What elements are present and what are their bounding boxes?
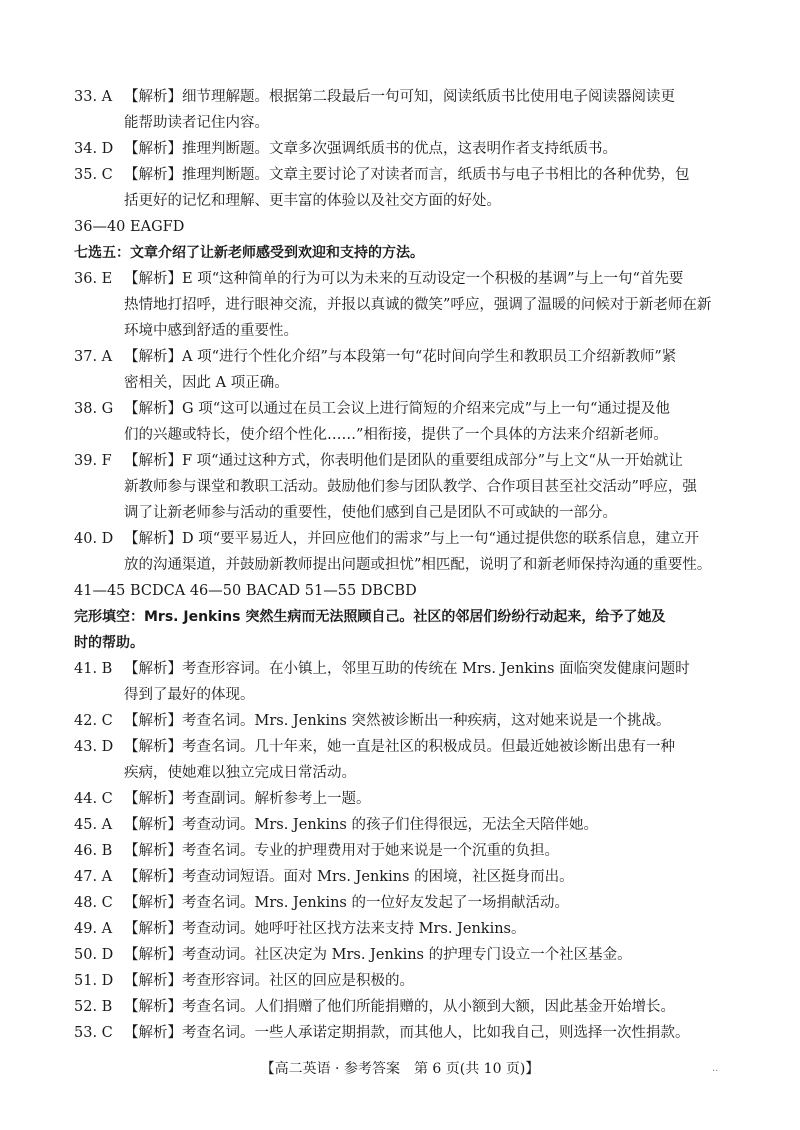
section-heading: 七选五：文章介绍了让新老师感受到欢迎和支持的方法。 (74, 245, 424, 261)
explanation-continuation: 环境中感到舒适的重要性。 (124, 323, 298, 339)
answer-item (74, 734, 734, 760)
answer-number: 33. A (74, 89, 113, 105)
answer-item (74, 890, 734, 916)
answer-number: 42. C (74, 713, 113, 729)
answer-item (74, 812, 734, 838)
answer-item (74, 1020, 734, 1046)
answer-explanation: 【解析】考查名词。专业的护理费用对于她来说是一个沉重的负担。 (124, 843, 559, 859)
answer-explanation: 【解析】细节理解题。根据第二段最后一句可知，阅读纸质书比使用电子阅读器阅读更 (124, 89, 675, 105)
answer-explanation: 【解析】考查形容词。在小镇上，邻里互助的传统在 Mrs. Jenkins 面临突发健康问题时 (124, 661, 690, 677)
answer-number: 52. B (74, 999, 113, 1015)
answer-item (74, 266, 734, 292)
answer-explanation: 【解析】F 项“通过这种方式，你表明他们是团队的重要组成部分”与上文“从一开始就让 (124, 453, 683, 469)
answer-explanation: 【解析】考查副词。解析参考上一题。 (124, 791, 371, 807)
answer-number: 40. D (74, 531, 114, 547)
answer-item (74, 968, 734, 994)
answer-explanation: 【解析】考查动词。社区决定为 Mrs. Jenkins 的护理专门设立一个社区基金。 (124, 947, 632, 963)
explanation-continuation: 们的兴趣或特长，使介绍个性化……”相衔接，提供了一个具体的方法来介绍新老师。 (124, 427, 668, 443)
explanation-continuation: 括更好的记忆和理解、更丰富的体验以及社交方面的好处。 (124, 193, 501, 209)
answer-explanation: 【解析】推理判断题。文章多次强调纸质书的优点，这表明作者支持纸质书。 (124, 141, 617, 157)
answer-range: 36—40 EAGFD (74, 219, 185, 235)
answer-number: 35. C (74, 167, 113, 183)
answer-explanation: 【解析】考查动词。Mrs. Jenkins 的孩子们住得很远，无法全天陪伴她。 (124, 817, 598, 833)
answer-item (74, 396, 734, 422)
corner-mark: .. (712, 1063, 719, 1074)
answer-explanation: 【解析】考查名词。Mrs. Jenkins 突然被诊断出一种疾病，这对她来说是一个挑战。 (124, 713, 671, 729)
answer-item (74, 838, 734, 864)
answer-item (74, 136, 734, 162)
answer-explanation: 【解析】G 项“这可以通过在员工会议上进行简短的介绍来完成”与上一句“通过提及他 (124, 401, 670, 417)
answer-explanation: 【解析】考查名词。人们捐赠了他们所能捐赠的，从小额到大额，因此基金开始增长。 (124, 999, 675, 1015)
answer-list (74, 84, 734, 1046)
answer-number: 43. D (74, 739, 114, 755)
answer-number: 44. C (74, 791, 113, 807)
answer-number: 48. C (74, 895, 113, 911)
answer-item (74, 916, 734, 942)
answer-number: 39. F (74, 453, 112, 469)
answer-number: 36. E (74, 271, 113, 287)
answer-number: 50. D (74, 947, 114, 963)
answer-explanation: 【解析】推理判断题。文章主要讨论了对读者而言，纸质书与电子书相比的各种优势，包 (124, 167, 690, 183)
answer-number: 41. B (74, 661, 113, 677)
answer-item (74, 84, 734, 110)
answer-item (74, 526, 734, 552)
section-heading: 完形填空：Mrs. Jenkins 突然生病而无法照顾自己。社区的邻居们纷纷行动起来，给予了她及 (74, 609, 666, 625)
answer-item (74, 656, 734, 682)
answer-explanation: 【解析】考查形容词。社区的回应是积极的。 (124, 973, 414, 989)
explanation-continuation: 密相关，因此 A 项正确。 (124, 375, 289, 391)
answer-explanation: 【解析】考查名词。几十年来，她一直是社区的积极成员。但最近她被诊断出患有一种 (124, 739, 675, 755)
explanation-continuation: 新教师参与课堂和教职工活动。鼓励他们参与团队教学、合作项目甚至社交活动”呼应，强 (124, 479, 697, 495)
answer-item (74, 942, 734, 968)
explanation-continuation: 得到了最好的体现。 (124, 687, 255, 703)
explanation-continuation: 疾病，使她难以独立完成日常活动。 (124, 765, 356, 781)
explanation-continuation: 调了让新老师参与活动的重要性，使他们感到自己是团队不可或缺的一部分。 (124, 505, 617, 521)
answer-item (74, 708, 734, 734)
answer-explanation: 【解析】E 项“这种简单的行为可以为未来的互动设定一个积极的基调”与上一句“首先要 (124, 271, 684, 287)
explanation-continuation: 热情地打招呼，进行眼神交流，并报以真诚的微笑”呼应，强调了温暖的问候对于新老师在新 (124, 297, 712, 313)
answer-number: 46. B (74, 843, 113, 859)
answer-number: 47. A (74, 869, 113, 885)
answer-item (74, 344, 734, 370)
answer-explanation: 【解析】考查动词短语。面对 Mrs. Jenkins 的困境，社区挺身而出。 (124, 869, 574, 885)
answer-item (74, 786, 734, 812)
answer-number: 38. G (74, 401, 114, 417)
explanation-continuation: 能帮助读者记住内容。 (124, 115, 269, 131)
answer-number: 53. C (74, 1025, 113, 1041)
answer-explanation: 【解析】考查名词。Mrs. Jenkins 的一位好友发起了一场捐献活动。 (124, 895, 569, 911)
answer-explanation: 【解析】考查动词。她呼吁社区找方法来支持 Mrs. Jenkins。 (124, 921, 526, 937)
explanation-continuation: 放的沟通渠道，并鼓励新教师提出问题或担忧”相匹配，说明了和新老师保持沟通的重要性。 (124, 557, 712, 573)
section-heading: 时的帮助。 (74, 635, 144, 651)
answer-range: 41—45 BCDCA 46—50 BACAD 51—55 DBCBD (74, 583, 417, 599)
answer-number: 51. D (74, 973, 114, 989)
answer-item (74, 162, 734, 188)
answer-item (74, 994, 734, 1020)
page-footer: 【高二英语 · 参考答案 第 6 页(共 10 页)】 (260, 1061, 540, 1077)
answer-item (74, 864, 734, 890)
answer-explanation: 【解析】A 项“进行个性化介绍”与本段第一句“花时间向学生和教职员工介绍新教师”紧 (124, 349, 677, 365)
answer-number: 37. A (74, 349, 113, 365)
answer-item (74, 448, 734, 474)
answer-number: 45. A (74, 817, 113, 833)
answer-explanation: 【解析】D 项“要平易近人，并回应他们的需求”与上一句“通过提供您的联系信息，建立开 (124, 531, 699, 547)
answer-number: 49. A (74, 921, 113, 937)
answer-explanation: 【解析】考查名词。一些人承诺定期捐款，而其他人，比如我自己，则选择一次性捐款。 (124, 1025, 690, 1041)
answer-number: 34. D (74, 141, 114, 157)
